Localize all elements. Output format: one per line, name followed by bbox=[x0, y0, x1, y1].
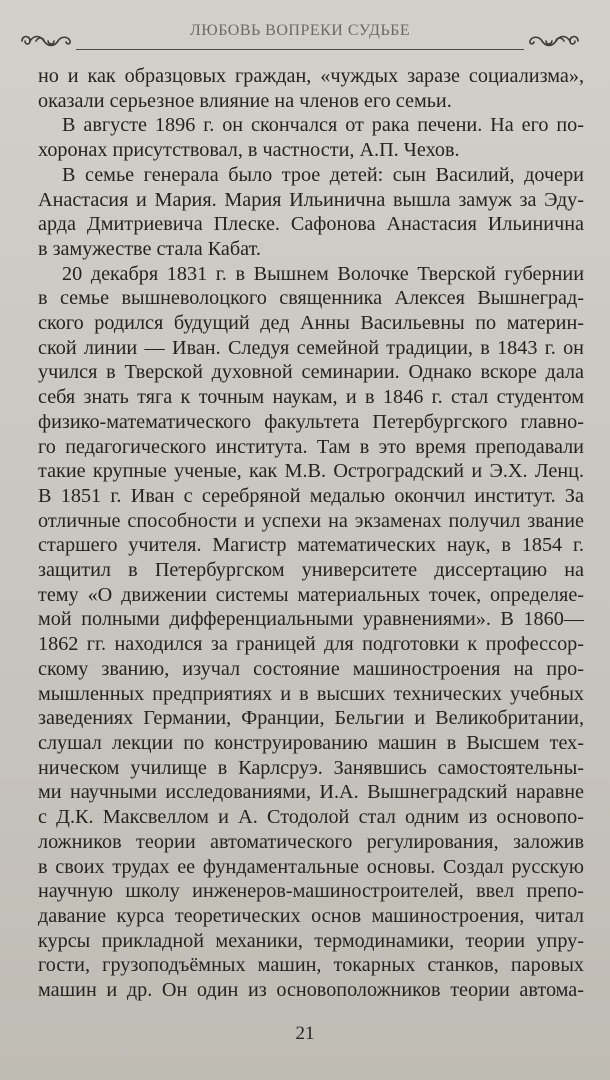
text-line: оказали серьезное влияние на членов его семьи. bbox=[38, 89, 452, 112]
scroll-ornament-right-icon bbox=[526, 31, 582, 51]
text-line: 1862 гг. находился за границей для подготовки к профессор- bbox=[38, 633, 584, 656]
text-line: с Д.К. Максвеллом и А. Стодолой стал одним из основопо- bbox=[38, 806, 584, 829]
text-line: такие крупные ученые, как М.В. Остроградский и Э.Х. Ленц. bbox=[38, 460, 584, 483]
text-line: давание курса теоретических основ машиностроения, читал bbox=[38, 904, 584, 927]
text-line: научную школу инженеров-машиностроителей, ввел препо- bbox=[38, 880, 584, 903]
text-line: слушал лекции по конструированию машин в Высшем тех- bbox=[38, 731, 584, 754]
paragraph bbox=[38, 262, 584, 1003]
text-line: Анастасия и Мария. Мария Ильинична вышла замуж за Эду- bbox=[38, 188, 584, 211]
text-line: тему «О движении системы материальных точек, определяе- bbox=[38, 583, 584, 606]
text-line: заведениях Германии, Франции, Бельгии и Великобритании, bbox=[38, 707, 584, 730]
text-line: машин и др. Он один из основоположников теории автома- bbox=[38, 979, 584, 1002]
page-number: 21 bbox=[295, 1023, 315, 1044]
text-line: старшего учителя. Магистр математических наук, в 1854 г. bbox=[38, 534, 584, 557]
text-line: физико-математического факультета Петербургского главно- bbox=[38, 410, 584, 433]
text-line: отличные способности и успехи на экзаменах получил звание bbox=[38, 509, 584, 532]
running-head bbox=[14, 22, 586, 56]
text-line: ской линии — Иван. Следуя семейной традиции, в 1843 г. он bbox=[38, 336, 584, 359]
text-line: арда Дмитриевича Плеске. Сафонова Анастасия Ильинична bbox=[38, 213, 584, 236]
text-line: скому званию, изучал состояние машиностроения на про- bbox=[38, 657, 584, 680]
text-line: гости, грузоподъёмных машин, токарных станков, паровых bbox=[38, 954, 584, 977]
text-line: В августе 1896 г. он скончался от рака печени. На его по- bbox=[62, 114, 584, 137]
text-line: В семье генерала было трое детей: сын Василий, дочери bbox=[62, 163, 584, 186]
text-line: ского родился будущий дед Анны Васильевны по материн- bbox=[38, 312, 584, 335]
text-line: защитил в Петербургском университете диссертацию на bbox=[38, 559, 584, 582]
text-line: в своих трудах ее фундаментальные основы. Создал русскую bbox=[38, 855, 584, 878]
text-line: мой полными дифференциальными уравнениями». В 1860— bbox=[38, 608, 584, 631]
text-line: ми научными исследованиями, И.А. Вышнеградский наравне bbox=[38, 781, 584, 804]
paragraph bbox=[38, 113, 584, 162]
text-line: учился в Тверской духовной семинарии. Однако вскоре дала bbox=[38, 361, 584, 384]
text-line: В 1851 г. Иван с серебряной медалью окончил институт. За bbox=[38, 484, 584, 507]
text-line: ложников теории автоматического регулирования, заложив bbox=[38, 830, 584, 853]
text-line: хоронах присутствовал, в частности, А.П. Чехов. bbox=[38, 139, 460, 162]
text-line: в семье вышневолоцкого священника Алексея Вышнеград- bbox=[38, 287, 584, 310]
paragraph bbox=[38, 64, 584, 113]
header-rule bbox=[76, 49, 524, 50]
text-line: в замужестве стала Кабат. bbox=[38, 237, 261, 260]
text-line: мышленных предприятиях и в высших технических учебных bbox=[38, 682, 584, 705]
text-line: ническом училище в Карлсруэ. Занявшись самостоятельны- bbox=[38, 756, 584, 779]
text-line: 20 декабря 1831 г. в Вышнем Волочке Тверской губернии bbox=[62, 262, 584, 285]
text-line: курсы прикладной механики, термодинамики, теории упру- bbox=[38, 929, 584, 952]
running-head-title: ЛЮБОВЬ ВОПРЕКИ СУДЬБЕ bbox=[189, 22, 411, 39]
body-text bbox=[38, 64, 584, 1003]
text-line: себя знать тяга к точным наукам, и в 1846 г. стал студентом bbox=[38, 386, 584, 409]
text-line: но и как образцовых граждан, «чуждых заразе социализма», bbox=[38, 65, 584, 87]
paragraph bbox=[38, 163, 584, 262]
text-line: го педагогического института. Там в это время преподавали bbox=[38, 435, 584, 458]
